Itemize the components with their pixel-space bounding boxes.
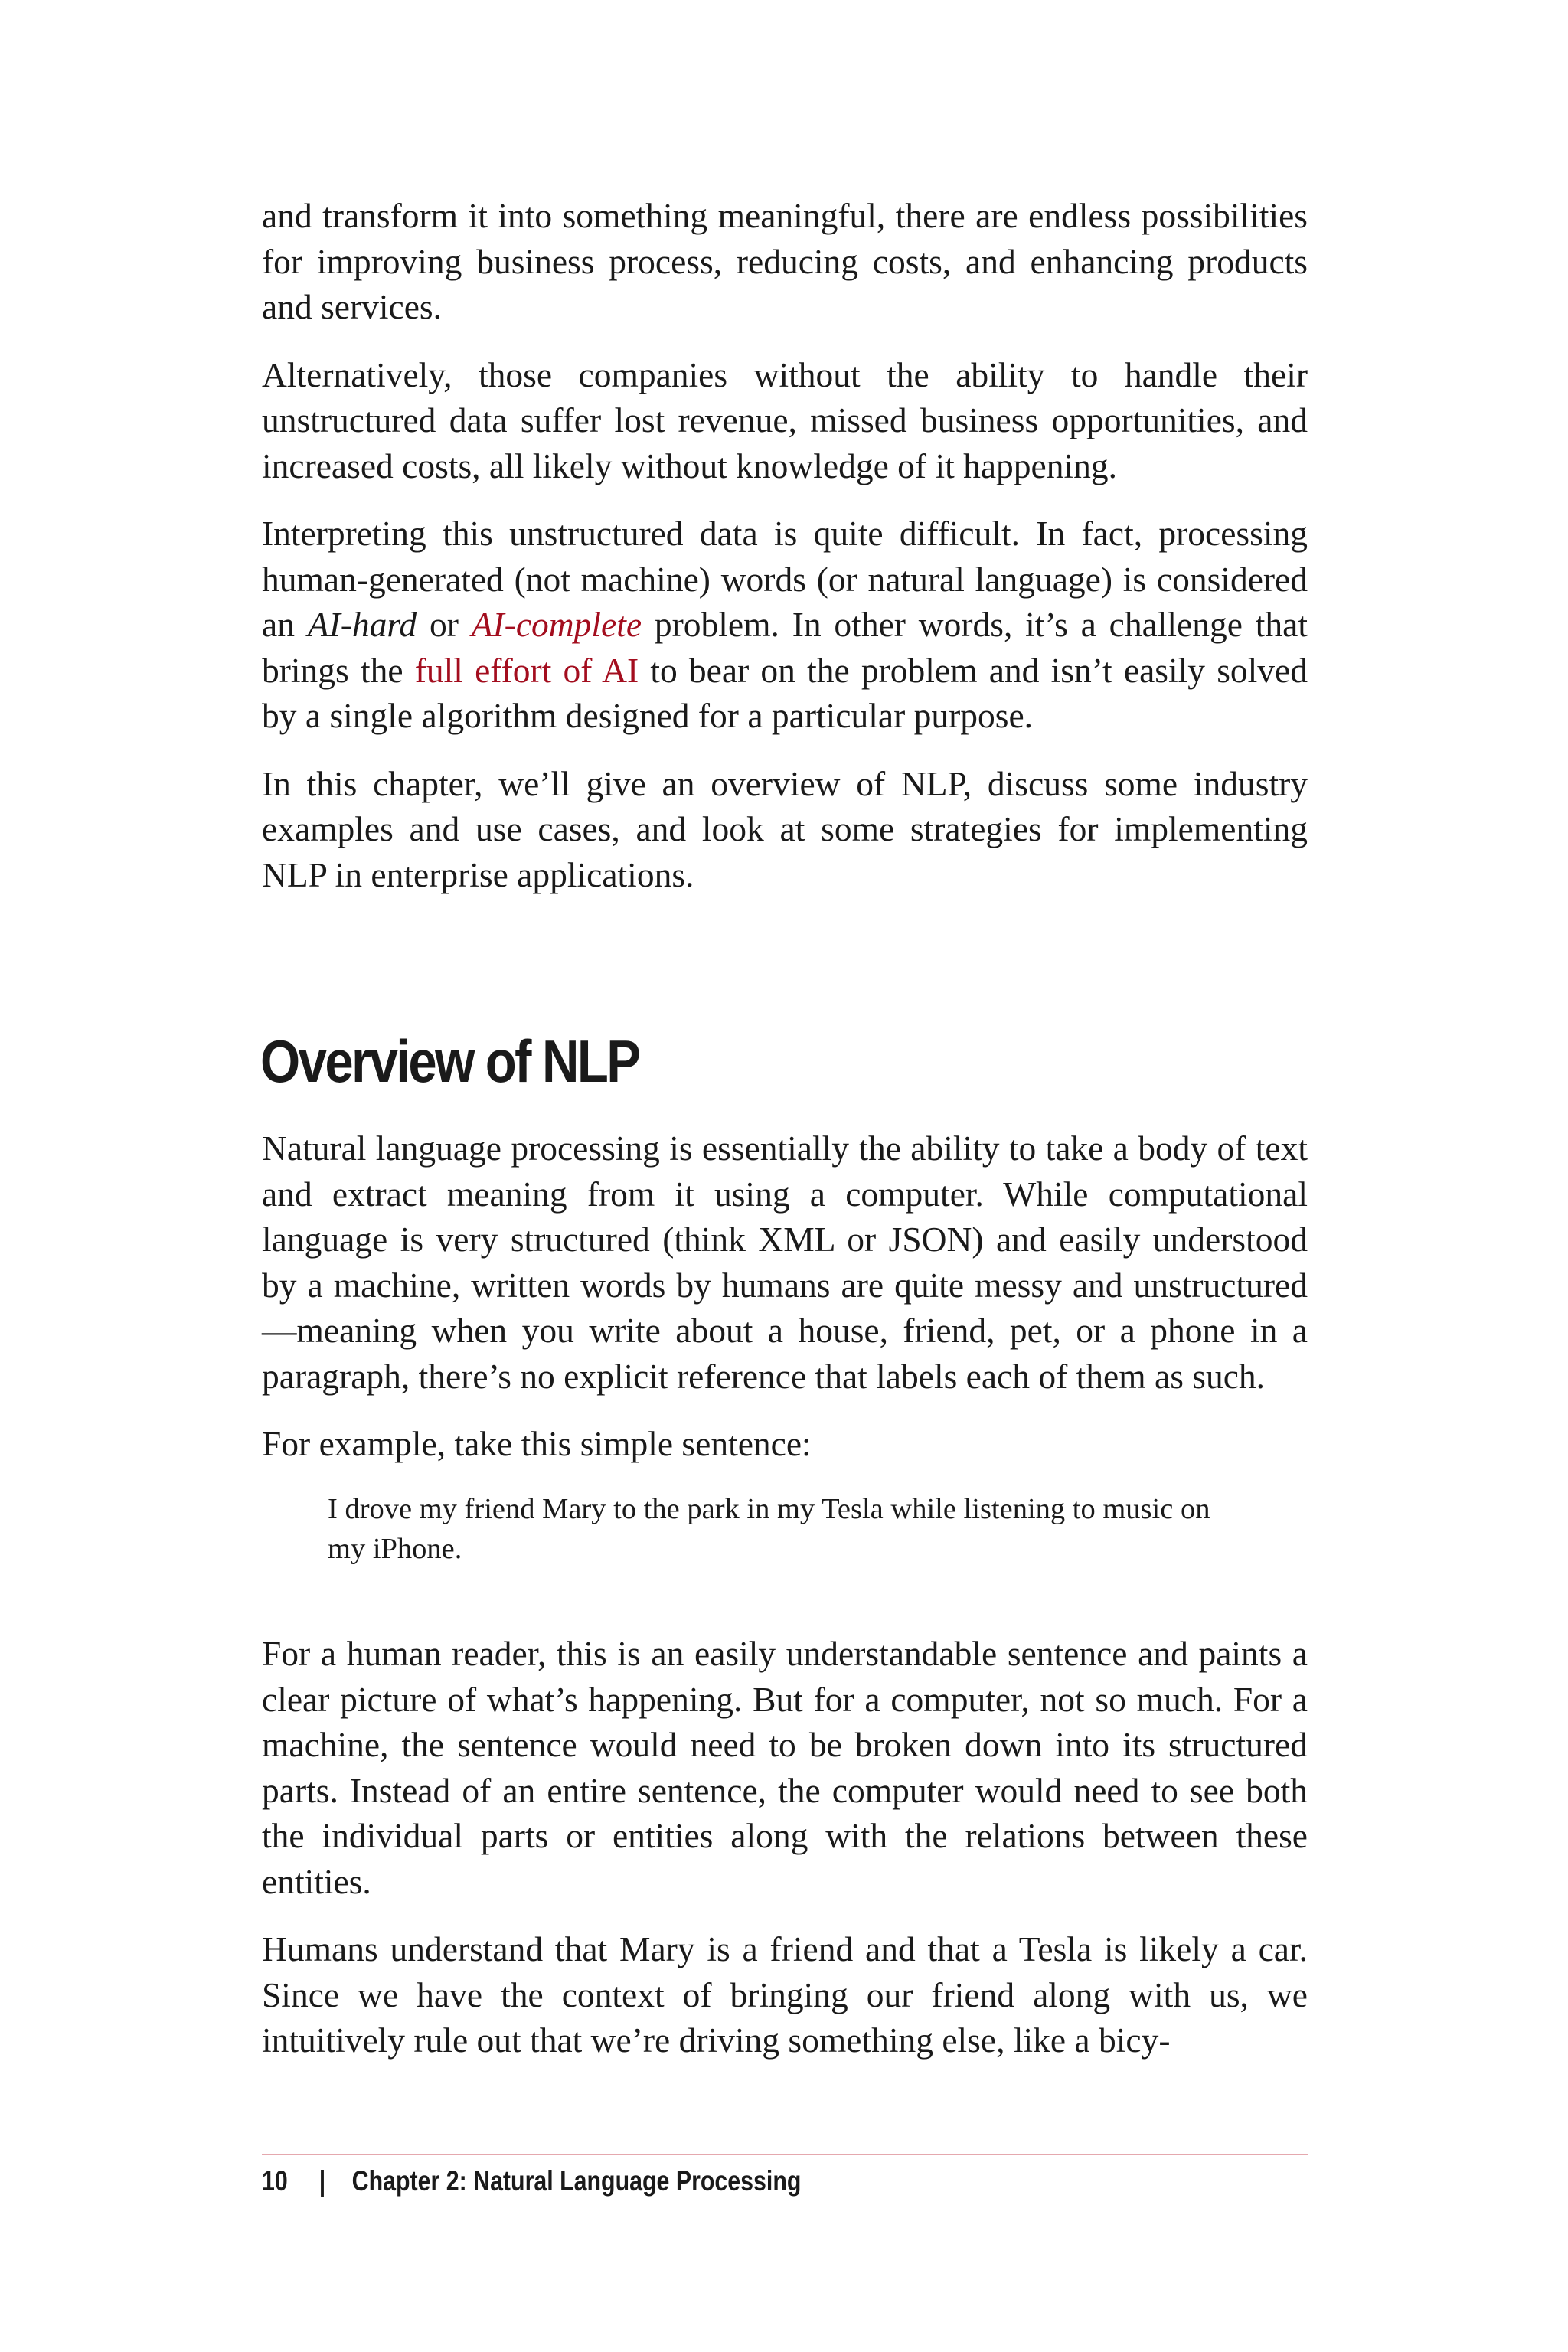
paragraph-example-intro: For example, take this simple sentence: [262, 1424, 812, 1463]
paragraph-interpreting-part3: problem. In other words, it’s a challenge that brings the [262, 605, 1308, 690]
paragraph-interpreting-part4: to bear on the problem and isn’t easily solved by a single algorithm designed for a particular purpose. [262, 650, 1308, 735]
paragraph-interpreting [262, 511, 1308, 739]
chapter-title: Chapter 2: Natural Language Processing [351, 2165, 802, 2197]
analysis-text-block [262, 1631, 1308, 2063]
page-number: 10 [262, 2165, 288, 2197]
overview-text-block [262, 1125, 1308, 1579]
footer-divider [262, 2154, 1308, 2155]
section-heading: Overview of NLP [260, 1027, 639, 1095]
paragraph-continuation: and transform it into something meaningful, there are endless possibilities for improving business process, reducing costs, and enhancing products and services. [262, 196, 1308, 326]
paragraph-humans-understand: Humans understand that Mary is a friend and that a Tesla is likely a car. Since we have the context of bringing our friend along with us, we intuitively rule out that we’re driving something else, like a bicy- [262, 1929, 1308, 2060]
full-effort-of-ai-link[interactable]: full effort of AI [414, 650, 639, 690]
paragraph-interpreting-part1: Interpreting this unstructured data is quite difficult. In fact, processing human-generated (not machine) words (or natural language) is considered an [262, 514, 1308, 644]
paragraph-human-reader: For a human reader, this is an easily understandable sentence and paints a clear picture of what’s happening. But for a computer, not so much. For a machine, the sentence would need to be broken down into its structured parts. Instead of an entire sentence, the computer would need to see both the individual parts or entities along with the relations between these entities. [262, 1634, 1308, 1901]
intro-text-block [262, 193, 1308, 897]
ai-complete-link[interactable]: AI-complete [471, 605, 642, 644]
page-footer [262, 2165, 801, 2197]
paragraph-alternatively: Alternatively, those companies without the ability to handle their unstructured data suffer lost revenue, missed business opportunities, and increased costs, all likely without knowledge of it happening. [262, 354, 1308, 485]
paragraph-interpreting-part2: or [416, 605, 472, 644]
paragraph-nlp-definition: Natural language processing is essentially the ability to take a body of text and extract meaning from it using a computer. While computational language is very structured (think XML or JSON) and easily understood by a machine, written words by humans are quite messy and unstructured—meaning when you write about a house, friend, pet, or a phone in a paragraph, there’s no explicit reference that labels each of them as such. [262, 1129, 1308, 1396]
footer-separator: | [318, 2165, 326, 2197]
ai-hard-term: AI-hard [307, 605, 417, 644]
example-sentence-quote: I drove my friend Mary to the park in my Tesla while listening to music on my iPhone. [328, 1492, 1210, 1565]
paragraph-chapter-overview: In this chapter, we’ll give an overview of NLP, discuss some industry examples and use cases, and look at some strategies for implementing NLP in enterprise applications. [262, 763, 1308, 894]
